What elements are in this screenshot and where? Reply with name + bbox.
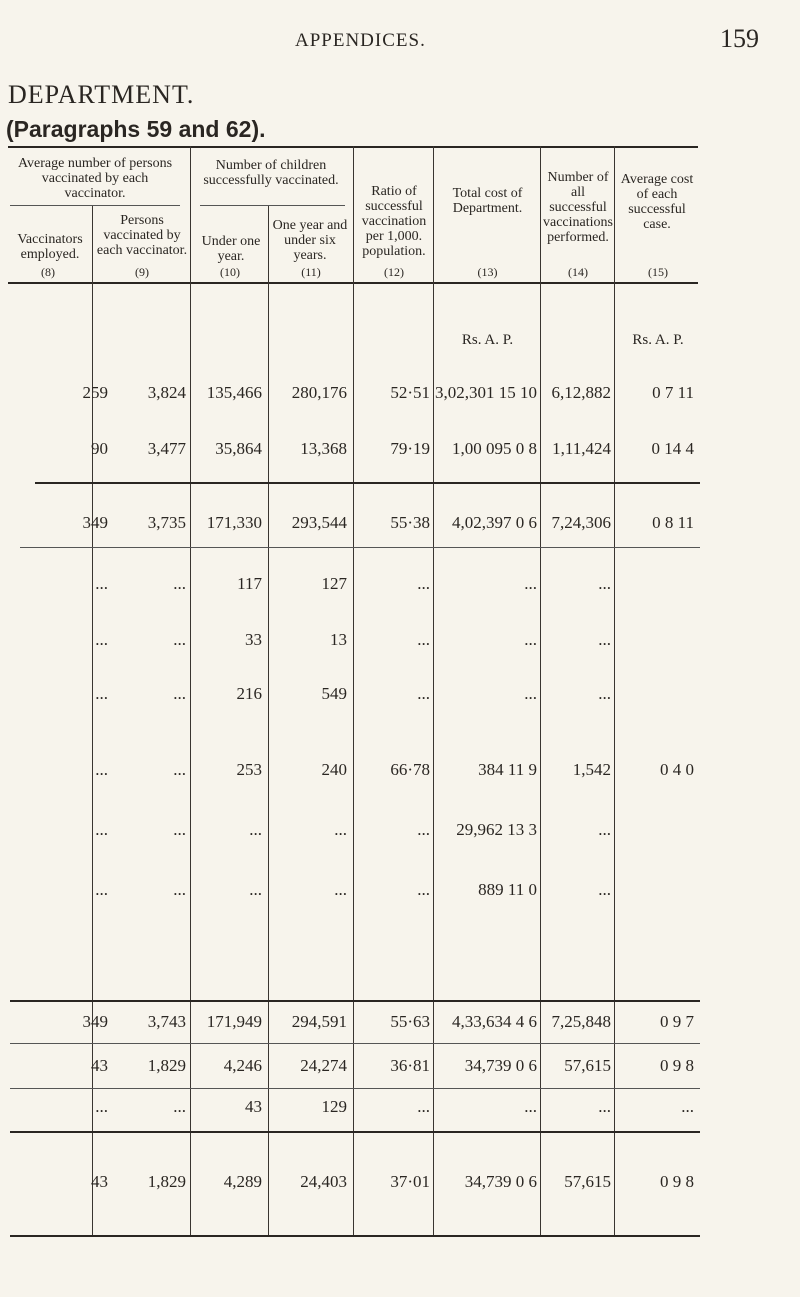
cell-c14: 57,615 bbox=[564, 1056, 611, 1075]
total-rule bbox=[10, 1131, 700, 1133]
cell-c10: 4,246 bbox=[223, 1056, 262, 1075]
col-divider bbox=[190, 146, 191, 1236]
cell-c12: 66·78 bbox=[390, 760, 430, 779]
header-one-to-six-years: One year and under six years. bbox=[272, 218, 348, 263]
cell-c12: ... bbox=[417, 880, 430, 899]
col-divider bbox=[353, 146, 354, 1236]
col-number: (8) bbox=[41, 265, 55, 279]
cell-c9: ... bbox=[173, 630, 186, 649]
cell-c10: 171,949 bbox=[206, 1012, 262, 1031]
col-number: (13) bbox=[477, 265, 498, 279]
header-persons-per-vaccinator: Persons vaccinated by each vaccinator. bbox=[96, 213, 188, 258]
row-rule bbox=[10, 1043, 700, 1044]
header-average-cost: Average cost of each successful case. bbox=[620, 172, 694, 232]
col-number: (12) bbox=[384, 265, 404, 279]
col-number: (14) bbox=[568, 265, 588, 279]
cell-c13: 3,02,301 15 10 bbox=[435, 383, 537, 402]
cell-c9: ... bbox=[173, 574, 186, 593]
cell-c11: 293,544 bbox=[291, 513, 347, 532]
col-divider bbox=[268, 205, 269, 1236]
cell-c9: 3,743 bbox=[147, 1012, 186, 1031]
cell-c9: 3,735 bbox=[147, 513, 186, 532]
cell-c9: ... bbox=[173, 684, 186, 703]
cell-c10: 43 bbox=[245, 1097, 262, 1116]
table-bottom-rule bbox=[10, 1235, 700, 1237]
cell-c11: 24,274 bbox=[300, 1056, 347, 1075]
cell-c15: 0 9 8 bbox=[660, 1172, 694, 1191]
cell-c8: 349 bbox=[82, 513, 108, 532]
cell-c15: 0 9 8 bbox=[660, 1056, 694, 1075]
cell-c11: 24,403 bbox=[300, 1172, 347, 1191]
cell-c12: 79·19 bbox=[390, 439, 430, 458]
cell-c13: ... bbox=[524, 630, 537, 649]
cell-c13: 4,02,397 0 6 bbox=[452, 513, 537, 532]
cell-c11: 280,176 bbox=[291, 383, 347, 402]
header-ratio: Ratio of successful vaccination per 1,000. population. bbox=[361, 184, 427, 259]
cell-c14: ... bbox=[598, 574, 611, 593]
cell-c10: ... bbox=[249, 880, 262, 899]
page-number: 159 bbox=[720, 24, 759, 53]
cell-c10: 171,330 bbox=[206, 513, 262, 532]
cell-c9: 1,829 bbox=[147, 1056, 186, 1075]
cell-c13: 889 11 0 bbox=[478, 880, 537, 899]
cell-c12: 52·51 bbox=[390, 383, 430, 402]
cell-c11: 13 bbox=[330, 630, 347, 649]
header-group-children: Number of children successfully vaccinated. bbox=[203, 158, 339, 188]
col-divider bbox=[614, 146, 615, 1236]
cell-c13: 34,739 0 6 bbox=[464, 1172, 537, 1191]
cell-c9: 3,477 bbox=[147, 439, 186, 458]
total-rule bbox=[10, 1000, 700, 1002]
col-divider bbox=[92, 205, 93, 1236]
cell-c14: ... bbox=[598, 630, 611, 649]
cell-c13: 384 11 9 bbox=[478, 760, 537, 779]
cell-c11: ... bbox=[334, 880, 347, 899]
cell-c8: ... bbox=[95, 820, 108, 839]
cell-c11: 127 bbox=[321, 574, 347, 593]
cell-c12: 55·63 bbox=[390, 1012, 430, 1031]
cell-c8: 43 bbox=[91, 1056, 108, 1075]
cell-c8: ... bbox=[95, 760, 108, 779]
cell-c13: ... bbox=[524, 684, 537, 703]
cell-c14: ... bbox=[598, 684, 611, 703]
cell-c15: 0 4 0 bbox=[660, 760, 694, 779]
cell-c14: ... bbox=[598, 880, 611, 899]
cell-c10: 35,864 bbox=[215, 439, 262, 458]
cell-c9: 1,829 bbox=[147, 1172, 186, 1191]
cell-c11: 240 bbox=[321, 760, 347, 779]
cell-c13: 29,962 13 3 bbox=[456, 820, 537, 839]
cell-c11: 13,368 bbox=[300, 439, 347, 458]
department-title: DEPARTMENT. bbox=[8, 80, 195, 109]
cell-c8: 259 bbox=[82, 383, 108, 402]
cell-c8: 90 bbox=[91, 439, 108, 458]
cell-c9: ... bbox=[173, 880, 186, 899]
cell-c15: ... bbox=[681, 1097, 694, 1116]
col-divider bbox=[433, 146, 434, 1236]
cell-c8: ... bbox=[95, 574, 108, 593]
cell-c14: ... bbox=[598, 820, 611, 839]
cell-c11: ... bbox=[334, 820, 347, 839]
col-divider bbox=[540, 146, 541, 1236]
header-total-cost: Total cost of Department. bbox=[452, 186, 523, 216]
subtitle: (Paragraphs 59 and 62). bbox=[6, 116, 266, 142]
cell-c9: 3,824 bbox=[147, 383, 186, 402]
cell-c11: 129 bbox=[321, 1097, 347, 1116]
cell-c8: ... bbox=[95, 684, 108, 703]
cell-c10: 253 bbox=[236, 760, 262, 779]
cell-c14: 6,12,882 bbox=[551, 383, 611, 402]
cell-c8: ... bbox=[95, 880, 108, 899]
header-group-average: Average number of persons vaccinated by each vaccinator. bbox=[17, 156, 173, 201]
cell-c10: 4,289 bbox=[223, 1172, 262, 1191]
cell-c8: ... bbox=[95, 630, 108, 649]
cell-c8: 349 bbox=[82, 1012, 108, 1031]
col-number: (9) bbox=[135, 265, 149, 279]
running-head: APPENDICES. bbox=[295, 30, 426, 51]
cell-c13: 1,00 095 0 8 bbox=[452, 439, 537, 458]
cell-c15: 0 8 11 bbox=[652, 513, 694, 532]
cell-c14: 7,24,306 bbox=[551, 513, 611, 532]
header-successful-vaccinations: Number of all successful vaccinations performed. bbox=[543, 170, 613, 245]
cell-c13: ... bbox=[524, 1097, 537, 1116]
cell-c12: ... bbox=[417, 684, 430, 703]
col-number: (15) bbox=[648, 265, 668, 279]
cell-c11: 294,591 bbox=[291, 1012, 347, 1031]
cell-c10: 117 bbox=[237, 574, 262, 593]
cell-c9: ... bbox=[173, 1097, 186, 1116]
cell-c10: 33 bbox=[245, 630, 262, 649]
cell-c14: ... bbox=[598, 1097, 611, 1116]
cell-c10: 135,466 bbox=[206, 383, 262, 402]
total-rule bbox=[35, 482, 700, 484]
cell-c12: ... bbox=[417, 820, 430, 839]
header-vaccinators: Vaccinators employed. bbox=[17, 232, 83, 262]
col-number: (11) bbox=[301, 265, 321, 279]
cell-c15: 0 7 11 bbox=[652, 383, 694, 402]
cell-c14: 1,542 bbox=[572, 760, 611, 779]
cell-c12: ... bbox=[417, 1097, 430, 1116]
cell-c13: ... bbox=[524, 574, 537, 593]
cell-c12: 55·38 bbox=[390, 513, 430, 532]
group-rule bbox=[200, 205, 345, 206]
cell-c11: 549 bbox=[321, 684, 347, 703]
cell-c9: ... bbox=[173, 760, 186, 779]
cell-c12: 36·81 bbox=[390, 1056, 430, 1075]
cell-c10: 216 bbox=[236, 684, 262, 703]
row-rule bbox=[10, 1088, 700, 1089]
cell-c12: ... bbox=[417, 574, 430, 593]
cell-c10: ... bbox=[249, 820, 262, 839]
cell-c15: 0 14 4 bbox=[651, 439, 694, 458]
cell-c9: ... bbox=[173, 820, 186, 839]
header-under-one-year: Under one year. bbox=[201, 234, 261, 264]
cell-c8: ... bbox=[95, 1097, 108, 1116]
cell-c8: 43 bbox=[91, 1172, 108, 1191]
group-rule bbox=[10, 205, 180, 206]
cell-c13: 34,739 0 6 bbox=[464, 1056, 537, 1075]
units-rupees: Rs. A. P. bbox=[461, 332, 514, 348]
cell-c14: 7,25,848 bbox=[551, 1012, 611, 1031]
cell-c14: 57,615 bbox=[564, 1172, 611, 1191]
units-rupees: Rs. A. P. bbox=[632, 332, 684, 348]
cell-c12: 37·01 bbox=[390, 1172, 430, 1191]
cell-c14: 1,11,424 bbox=[552, 439, 611, 458]
cell-c15: 0 9 7 bbox=[660, 1012, 694, 1031]
col-number: (10) bbox=[220, 265, 240, 279]
cell-c12: ... bbox=[417, 630, 430, 649]
cell-c13: 4,33,634 4 6 bbox=[452, 1012, 537, 1031]
subtotal-rule bbox=[20, 547, 700, 548]
